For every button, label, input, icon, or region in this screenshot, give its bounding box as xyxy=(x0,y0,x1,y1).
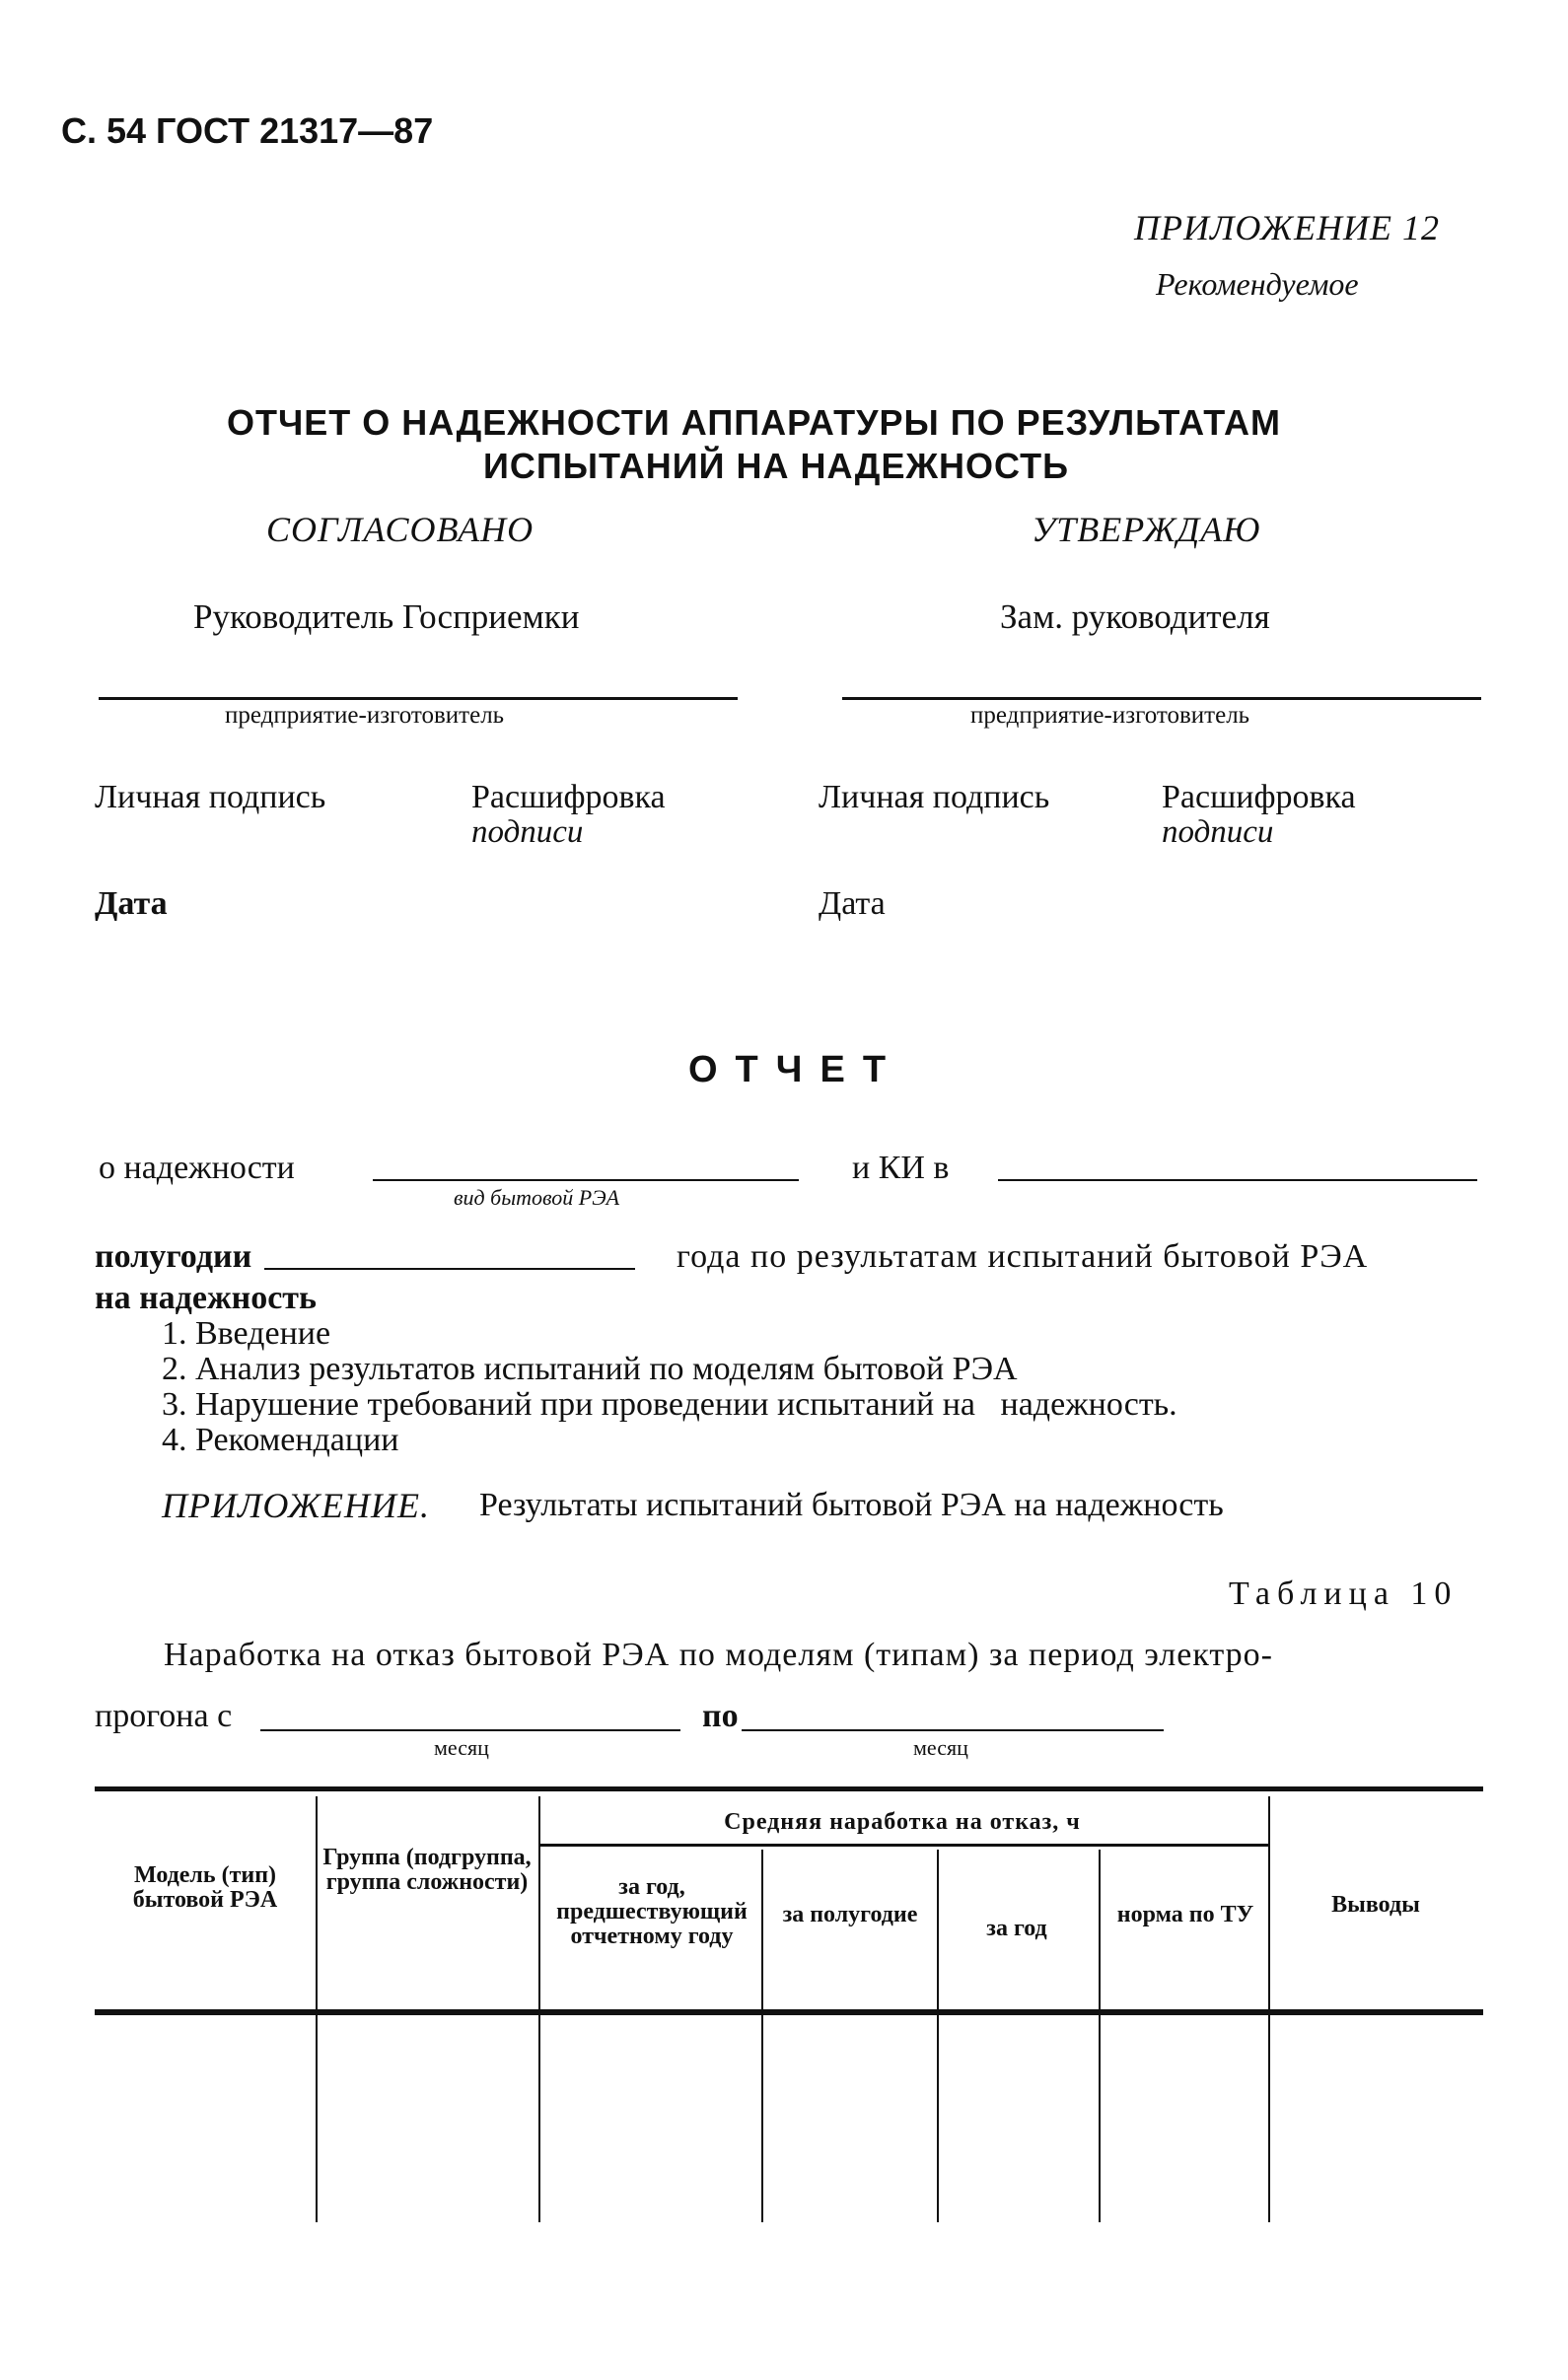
page-reference: С. 54 ГОСТ 21317—87 xyxy=(61,110,434,151)
table-group-rule xyxy=(540,1844,1268,1847)
approval-right-date: Дата xyxy=(819,885,886,922)
table-header-prev-year: за год, предшествующий отчетному году xyxy=(556,1874,748,1949)
table-col-divider-4 xyxy=(937,1850,939,2222)
table-header-avg-group: Средняя наработка на отказ, ч xyxy=(724,1809,1081,1835)
report-about-label: о надежности xyxy=(99,1150,295,1186)
table-caption-from-month: месяц xyxy=(434,1735,489,1760)
approval-left-heading: СОГЛАСОВАНО xyxy=(266,510,535,549)
report-halfyear-blank[interactable] xyxy=(264,1268,635,1270)
report-continuation: на надежность xyxy=(95,1280,317,1316)
approval-left-line xyxy=(99,697,738,700)
report-halfyear-label: полугодии xyxy=(95,1238,252,1275)
table-caption-to-blank[interactable] xyxy=(742,1729,1164,1731)
table-caption-to-month: месяц xyxy=(913,1735,968,1760)
report-item-4: 4. Рекомендации xyxy=(162,1422,399,1458)
approval-left-date: Дата xyxy=(95,885,168,922)
table-caption-line1: Наработка на отказ бытовой РЭА по моделям (типам) за период электро- xyxy=(164,1637,1274,1673)
report-ki-blank[interactable] xyxy=(998,1179,1477,1181)
approval-right-decode-1: Расшифровка xyxy=(1162,779,1356,815)
appendix-title: ПРИЛОЖЕНИЕ 12 xyxy=(1134,208,1440,247)
table-header-half-year: за полугодие xyxy=(782,1902,918,1927)
report-item-2: 2. Анализ результатов испытаний по моделям бытовой РЭА xyxy=(162,1351,1018,1387)
report-title-line1: ОТЧЕТ О НАДЕЖНОСТИ АППАРАТУРЫ ПО РЕЗУЛЬТАТАМ xyxy=(227,402,1281,443)
table-header-norm: норма по ТУ xyxy=(1116,1902,1254,1927)
appendix-status: Рекомендуемое xyxy=(1156,266,1359,302)
table-col-divider-2 xyxy=(538,1796,540,2222)
report-ki-label: и КИ в xyxy=(852,1150,950,1186)
approval-right-org-caption: предприятие-изготовитель xyxy=(970,702,1250,729)
approval-right-line xyxy=(842,697,1481,700)
approval-right-role: Зам. руководителя xyxy=(1000,597,1270,636)
report-about-caption: вид бытовой РЭА xyxy=(454,1185,620,1210)
table-header-conclusions: Выводы xyxy=(1331,1892,1420,1918)
report-title-line2: ИСПЫТАНИЙ НА НАДЕЖНОСТЬ xyxy=(483,446,1069,486)
approval-left-decode-1: Расшифровка xyxy=(471,779,666,815)
report-about-blank[interactable] xyxy=(373,1179,799,1181)
table-caption-from-blank[interactable] xyxy=(260,1729,680,1731)
approval-left-role: Руководитель Госприемки xyxy=(193,597,580,636)
table-header-model: Модель (тип) бытовой РЭА xyxy=(132,1862,278,1913)
report-heading: ОТЧЕТ xyxy=(688,1049,904,1090)
report-appendix-text: Результаты испытаний бытовой РЭА на надежность xyxy=(479,1487,1224,1523)
table-col-divider-3 xyxy=(761,1850,763,2222)
table-caption-prefix: прогона с xyxy=(95,1698,233,1734)
report-halfyear-text: года по результатам испытаний бытовой РЭА xyxy=(677,1238,1369,1275)
approval-left-org-caption: предприятие-изготовитель xyxy=(225,702,505,729)
table-col-divider-1 xyxy=(316,1796,318,2222)
table-header-year: за год xyxy=(986,1916,1047,1941)
table-caption-mid: по xyxy=(702,1698,739,1734)
table-header-bottom-rule xyxy=(95,2009,1483,2015)
table-header-group: Группа (подгруппа, группа сложности) xyxy=(322,1845,532,1895)
approval-right-signature: Личная подпись xyxy=(819,779,1050,815)
approval-right-decode-2: подписи xyxy=(1162,814,1274,850)
table-col-divider-6 xyxy=(1268,1796,1270,2222)
report-item-3: 3. Нарушение требований при проведении испытаний на надежность. xyxy=(162,1386,1177,1423)
table-number: Таблица 10 xyxy=(1229,1575,1459,1612)
approval-right-heading: УТВЕРЖДАЮ xyxy=(1032,510,1261,549)
report-appendix-label: ПРИЛОЖЕНИЕ. xyxy=(162,1486,430,1525)
approval-left-decode-2: подписи xyxy=(471,814,584,850)
table-top-rule xyxy=(95,1786,1483,1791)
table-col-divider-5 xyxy=(1099,1850,1101,2222)
approval-left-signature: Личная подпись xyxy=(95,779,326,815)
report-item-1: 1. Введение xyxy=(162,1315,331,1352)
